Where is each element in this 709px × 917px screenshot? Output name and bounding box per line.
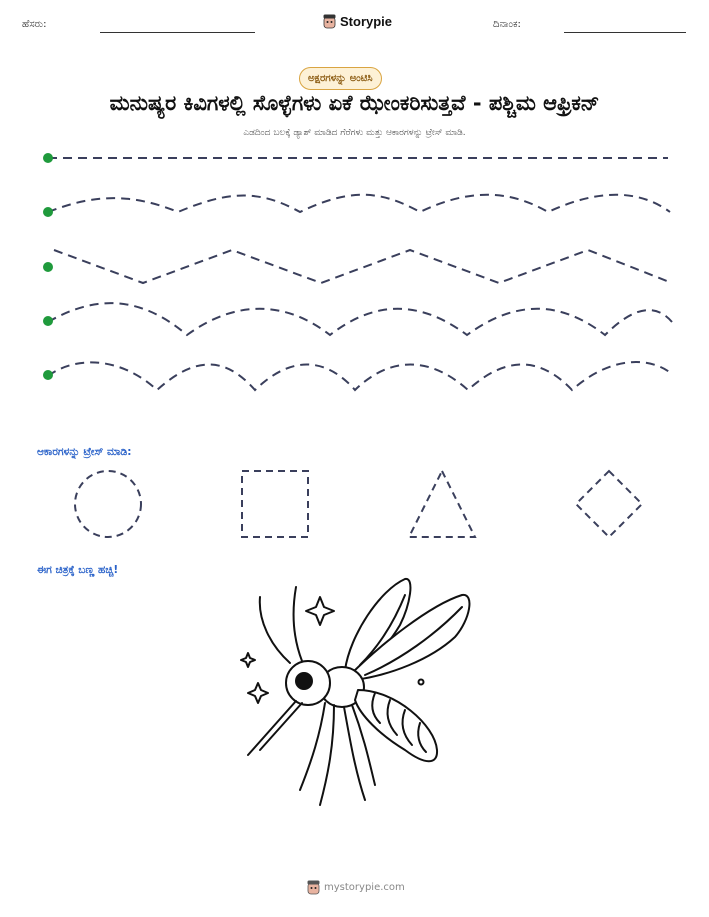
start-dot [43,370,53,380]
start-dot [43,153,53,163]
date-field-line[interactable] [564,32,686,33]
coloring-section-label: ಈಗ ಚಿತ್ರಕ್ಕೆ ಬಣ್ಣ ಹಚ್ಚಿ! [37,564,119,576]
footer-url[interactable]: mystorypie.com [324,882,405,893]
trace-circle[interactable] [75,471,141,537]
tracing-line-wave-3[interactable] [48,362,672,390]
start-dot [43,316,53,326]
tracing-line-wave-2[interactable] [48,303,672,335]
storypie-mascot-icon [323,14,336,29]
storypie-mascot-icon [307,880,320,895]
page-title: ಮನುಷ್ಯರ ಕಿವಿಗಳಲ್ಲಿ ಸೊಳ್ಳೆಗಳು ಏಕೆ ಝೇಂಕರಿಸುತ್ತವೆ - ಪಶ್ಚಿಮ ಆಫ್ರಿಕನ್ [109,91,600,115]
mosquito-illustration[interactable] [230,575,480,810]
brand-name: Storypie [340,14,393,29]
trace-triangle[interactable] [409,471,475,537]
tracing-lines [0,140,709,400]
storypie-logo [323,14,392,29]
start-dot [43,262,53,272]
page-subtitle: ಎಡದಿಂದ ಬಲಕ್ಕೆ ಡ್ಯಾಶ್ ಮಾಡಿದ ಗೆರೆಗಳು ಮತ್ತು ಆಕಾರಗಳನ್ನು ಟ್ರೇಸ್ ಮಾಡಿ. [243,128,466,138]
trace-shapes [0,462,709,546]
tracing-line-wave-1[interactable] [48,195,670,212]
tracing-line-zigzag[interactable] [54,250,672,283]
name-field-line[interactable] [100,32,255,33]
shapes-section-label: ಆಕಾರಗಳನ್ನು ಟ್ರೇಸ್ ಮಾಡಿ: [37,446,132,458]
trace-diamond[interactable] [576,471,642,537]
footer [307,880,405,895]
date-label: ದಿನಾಂಕ: [493,19,521,30]
trace-square[interactable] [242,471,308,537]
start-dot [43,207,53,217]
sticker-badge: ಅಕ್ಷರಗಳನ್ನು ಅಂಟಿಸಿ [299,67,382,90]
name-label: ಹೆಸರು: [22,19,47,30]
